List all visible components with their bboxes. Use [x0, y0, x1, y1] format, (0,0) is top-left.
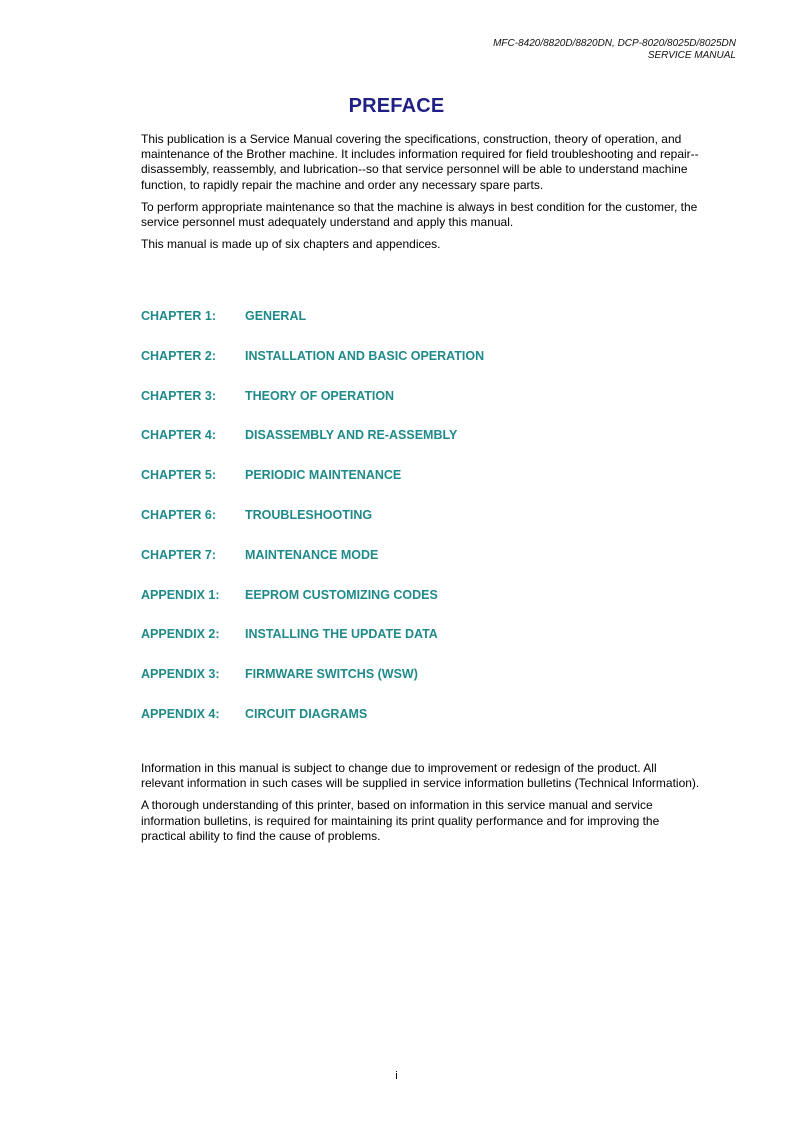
appendix-number: APPENDIX 4: [141, 706, 220, 721]
appendix-link-2[interactable] [141, 627, 701, 667]
appendix-number: APPENDIX 2: [141, 627, 220, 642]
chapter-number: CHAPTER 1: [141, 309, 217, 323]
chapter-title: DISASSEMBLY AND RE-ASSEMBLY [245, 428, 458, 443]
chapter-title: PERIODIC MAINTENANCE [245, 468, 402, 483]
intro-paragraph: To perform appropriate maintenance so that the machine is always in best condition for the customer, the service personnel must adequately understand and apply this manual. [141, 199, 698, 230]
chapter-link-3[interactable] [141, 389, 701, 429]
appendix-title: INSTALLING THE UPDATE DATA [245, 627, 438, 642]
chapter-link-6[interactable] [141, 508, 701, 548]
intro-paragraph: This publication is a Service Manual covering the specifications, construction, theory of operation, and maintenance of the Brother machine. It includes information required for field troubleshooting and repair--disassembly, reassembly, and lubrication--so that service personnel will be able to understand machine function, to rapidly repair the machine and order any necessary spare parts. [141, 132, 699, 192]
chapter-title: THEORY OF OPERATION [245, 388, 395, 403]
appendix-title: CIRCUIT DIAGRAMS [245, 706, 368, 721]
closing-section [141, 761, 701, 851]
appendix-link-1[interactable] [141, 588, 701, 628]
appendix-number: APPENDIX 3: [141, 667, 220, 682]
chapter-number: CHAPTER 6: [141, 507, 217, 522]
page-title: PREFACE [348, 95, 445, 117]
appendix-title: FIRMWARE SWITCHS (WSW) [245, 667, 418, 682]
closing-paragraph: Information in this manual is subject to change due to improvement or redesign of the product. All relevant information in such cases will be supplied in service information bulletins (Technical Information). [141, 761, 700, 791]
chapter-number: CHAPTER 5: [141, 468, 217, 483]
appendix-link-3[interactable] [141, 667, 701, 707]
chapter-number: CHAPTER 7: [141, 547, 217, 562]
chapter-title: MAINTENANCE MODE [245, 547, 379, 562]
chapter-link-7[interactable] [141, 548, 701, 588]
appendix-number: APPENDIX 1: [141, 587, 220, 602]
intro-section [141, 132, 701, 259]
chapter-number: CHAPTER 3: [141, 388, 217, 403]
chapter-link-2[interactable] [141, 349, 701, 389]
chapter-title: INSTALLATION AND BASIC OPERATION [245, 348, 485, 363]
page-number: i [395, 1070, 398, 1082]
chapter-link-1[interactable] [141, 309, 701, 349]
header-model-line: MFC-8420/8820D/8820DN, DCP-8020/8025D/8025DN [493, 38, 736, 49]
chapter-number: CHAPTER 4: [141, 428, 217, 443]
intro-paragraph: This manual is made up of six chapters and appendices. [141, 237, 441, 252]
chapter-title: TROUBLESHOOTING [245, 507, 373, 522]
chapter-list [141, 309, 701, 747]
chapter-link-5[interactable] [141, 468, 701, 508]
closing-paragraph: A thorough understanding of this printer, based on information in this service manual and service information bulletins, is required for maintaining its print quality performance and for improving the practical ability to find the cause of problems. [141, 798, 660, 843]
header-manual-line: SERVICE MANUAL [647, 50, 736, 61]
chapter-link-4[interactable] [141, 428, 701, 468]
appendix-title: EEPROM CUSTOMIZING CODES [245, 587, 438, 602]
chapter-title: GENERAL [245, 309, 307, 323]
appendix-link-4[interactable] [141, 707, 701, 747]
running-header [493, 38, 736, 62]
chapter-number: CHAPTER 2: [141, 348, 217, 363]
